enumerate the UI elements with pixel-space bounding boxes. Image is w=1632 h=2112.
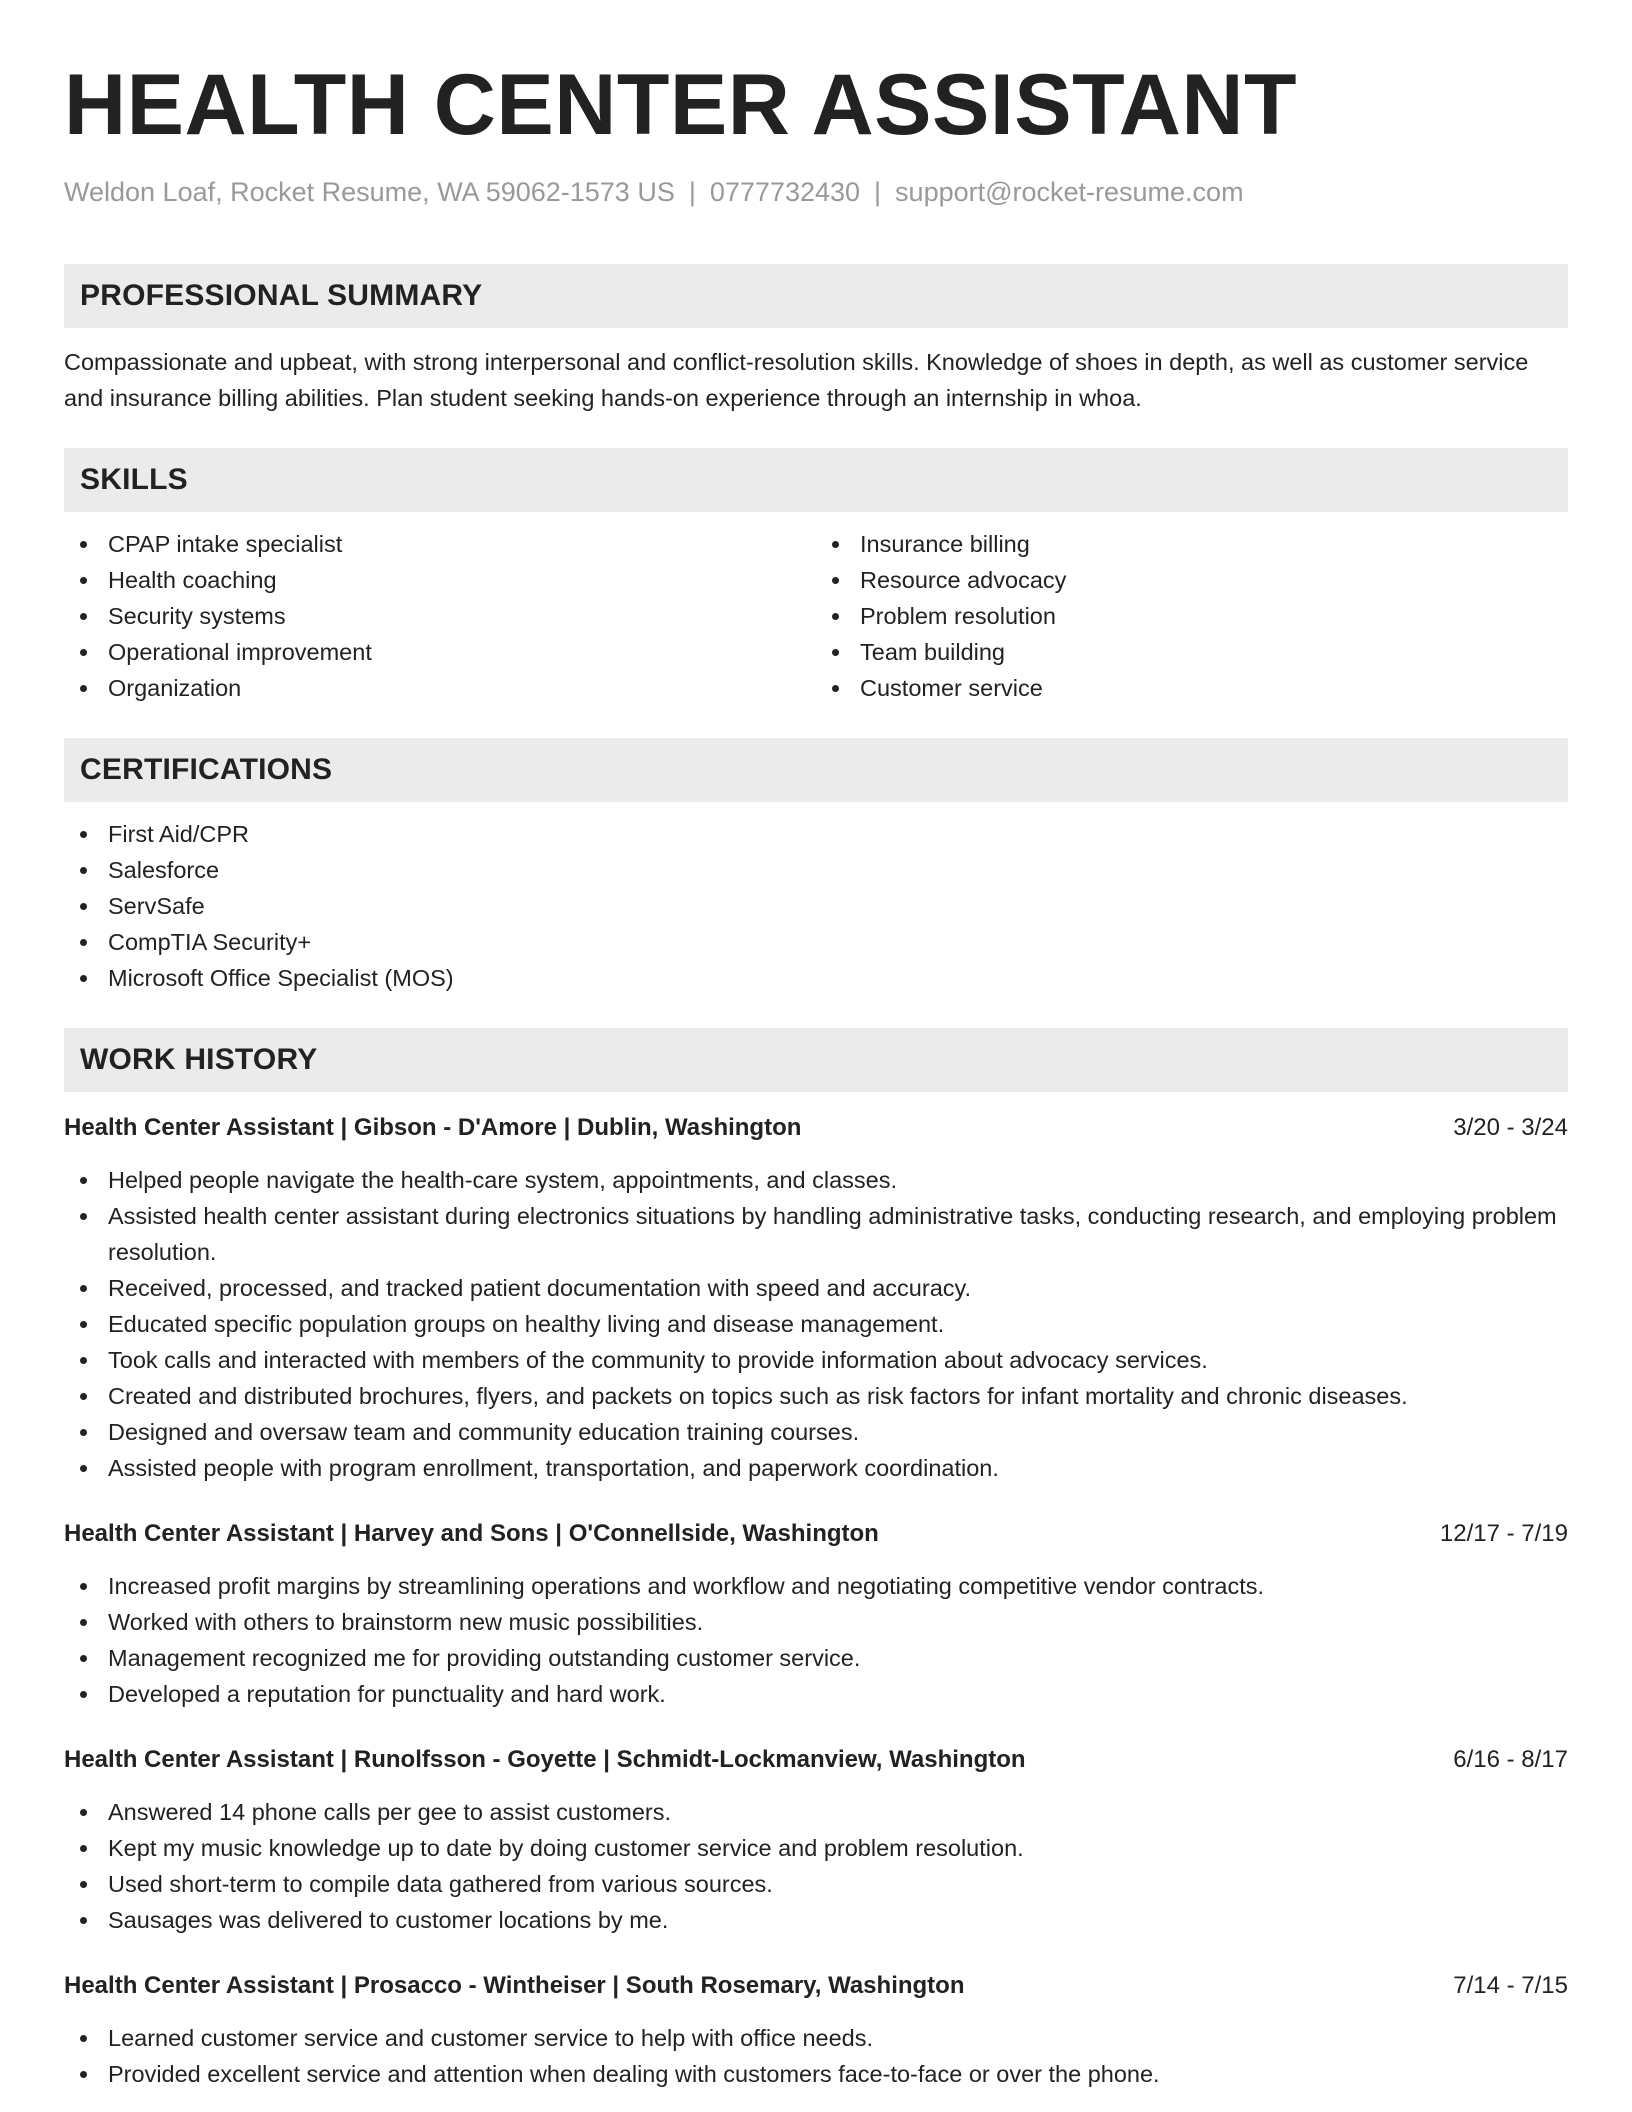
skill-item: Security systems xyxy=(64,598,816,634)
contact-phone: 0777732430 xyxy=(709,177,861,207)
skills-list-right xyxy=(816,526,1568,706)
job-title: Health Center Assistant | Gibson - D'Amore | Dublin, Washington xyxy=(64,1114,802,1142)
job-bullet: Designed and oversaw team and community education training courses. xyxy=(64,1414,1568,1450)
job-bullets xyxy=(64,1794,1568,1938)
job-bullet: Received, processed, and tracked patient documentation with speed and accuracy. xyxy=(64,1270,1568,1306)
bullet-icon xyxy=(80,1583,87,1590)
bullet-icon xyxy=(832,577,839,584)
skill-item: Team building xyxy=(816,634,1568,670)
bullet-icon xyxy=(80,577,87,584)
skill-item: Resource advocacy xyxy=(816,562,1568,598)
job-bullet: Assisted health center assistant during electronics situations by handling administrative tasks, conducting research, and employing problem resolution. xyxy=(64,1198,1568,1270)
job-bullet: Took calls and interacted with members of the community to provide information about advocacy services. xyxy=(64,1342,1568,1378)
bullet-icon xyxy=(80,1881,87,1888)
skills-grid xyxy=(64,526,1568,706)
job-bullets xyxy=(64,1568,1568,1712)
job-entry xyxy=(64,1110,1568,1486)
bullet-icon xyxy=(80,2071,87,2078)
job-bullet: Educated specific population groups on healthy living and disease management. xyxy=(64,1306,1568,1342)
bullet-icon xyxy=(80,1465,87,1472)
bullet-icon xyxy=(832,649,839,656)
bullet-icon xyxy=(80,2035,87,2042)
section-header-certifications: CERTIFICATIONS xyxy=(64,738,1568,802)
certification-item: CompTIA Security+ xyxy=(64,924,1568,960)
bullet-icon xyxy=(80,1213,87,1220)
job-bullet: Used short-term to compile data gathered from various sources. xyxy=(64,1866,1568,1902)
job-bullets xyxy=(64,1162,1568,1486)
skill-item: Insurance billing xyxy=(816,526,1568,562)
job-bullet: Answered 14 phone calls per gee to assist customers. xyxy=(64,1794,1568,1830)
job-title-row xyxy=(64,1742,1568,1778)
contact-line xyxy=(64,176,1568,208)
bullet-icon xyxy=(80,867,87,874)
bullet-icon xyxy=(80,1285,87,1292)
bullet-icon xyxy=(832,541,839,548)
job-entry xyxy=(64,1968,1568,2092)
bullet-icon xyxy=(80,1177,87,1184)
job-entry xyxy=(64,1516,1568,1712)
bullet-icon xyxy=(80,1917,87,1924)
bullet-icon xyxy=(80,1691,87,1698)
bullet-icon xyxy=(832,685,839,692)
bullet-icon xyxy=(832,613,839,620)
bullet-icon xyxy=(80,939,87,946)
job-bullet: Learned customer service and customer service to help with office needs. xyxy=(64,2020,1568,2056)
job-title: Health Center Assistant | Runolfsson - Goyette | Schmidt-Lockmanview, Washington xyxy=(64,1746,1026,1774)
skill-item: Organization xyxy=(64,670,816,706)
certification-item: ServSafe xyxy=(64,888,1568,924)
certification-item: Salesforce xyxy=(64,852,1568,888)
job-bullet: Helped people navigate the health-care system, appointments, and classes. xyxy=(64,1162,1568,1198)
skill-item: Problem resolution xyxy=(816,598,1568,634)
bullet-icon xyxy=(80,831,87,838)
bullet-icon xyxy=(80,1357,87,1364)
job-bullet: Sausages was delivered to customer locations by me. xyxy=(64,1902,1568,1938)
contact-email: support@rocket-resume.com xyxy=(895,177,1244,207)
job-dates: 6/16 - 8/17 xyxy=(1453,1746,1568,1774)
job-bullet: Created and distributed brochures, flyers, and packets on topics such as risk factors for infant mortality and chronic diseases. xyxy=(64,1378,1568,1414)
bullet-icon xyxy=(80,1429,87,1436)
bullet-icon xyxy=(80,975,87,982)
job-title: Health Center Assistant | Prosacco - Wintheiser | South Rosemary, Washington xyxy=(64,1972,965,2000)
bullet-icon xyxy=(80,613,87,620)
job-entry xyxy=(64,1742,1568,1938)
skill-item: Customer service xyxy=(816,670,1568,706)
bullet-icon xyxy=(80,1655,87,1662)
job-title-row xyxy=(64,1110,1568,1146)
certifications-list xyxy=(64,816,1568,996)
contact-separator: | xyxy=(874,177,882,207)
section-header-work-history: WORK HISTORY xyxy=(64,1028,1568,1092)
candidate-title: HEALTH CENTER ASSISTANT xyxy=(64,57,1298,153)
certification-item: First Aid/CPR xyxy=(64,816,1568,852)
bullet-icon xyxy=(80,541,87,548)
bullet-icon xyxy=(80,1321,87,1328)
job-dates: 12/17 - 7/19 xyxy=(1439,1520,1568,1548)
certification-item: Microsoft Office Specialist (MOS) xyxy=(64,960,1568,996)
summary-text: Compassionate and upbeat, with strong interpersonal and conflict-resolution skills. Knowledge of shoes in depth, as well as customer service and insurance billing abilities. Plan student seeking hands-on experience through an internship in whoa. xyxy=(64,349,1529,412)
job-title-row xyxy=(64,1516,1568,1552)
skill-item: Health coaching xyxy=(64,562,816,598)
bullet-icon xyxy=(80,1393,87,1400)
job-bullet: Increased profit margins by streamlining operations and workflow and negotiating competitive vendor contracts. xyxy=(64,1568,1568,1604)
bullet-icon xyxy=(80,903,87,910)
skills-list-left xyxy=(64,526,816,706)
skill-item: CPAP intake specialist xyxy=(64,526,816,562)
section-header-summary: PROFESSIONAL SUMMARY xyxy=(64,264,1568,328)
contact-address: Weldon Loaf, Rocket Resume, WA 59062-1573 US xyxy=(64,177,675,207)
job-bullet: Worked with others to brainstorm new music possibilities. xyxy=(64,1604,1568,1640)
section-header-skills: SKILLS xyxy=(64,448,1568,512)
bullet-icon xyxy=(80,685,87,692)
bullet-icon xyxy=(80,1809,87,1816)
job-bullets xyxy=(64,2020,1568,2092)
job-bullet: Assisted people with program enrollment, transportation, and paperwork coordination. xyxy=(64,1450,1568,1486)
bullet-icon xyxy=(80,1845,87,1852)
bullet-icon xyxy=(80,1619,87,1626)
bullet-icon xyxy=(80,649,87,656)
job-bullet: Provided excellent service and attention when dealing with customers face-to-face or over the phone. xyxy=(64,2056,1568,2092)
skill-item: Operational improvement xyxy=(64,634,816,670)
job-title-row xyxy=(64,1968,1568,2004)
job-bullet: Developed a reputation for punctuality and hard work. xyxy=(64,1676,1568,1712)
job-bullet: Management recognized me for providing outstanding customer service. xyxy=(64,1640,1568,1676)
job-dates: 3/20 - 3/24 xyxy=(1453,1114,1568,1142)
job-dates: 7/14 - 7/15 xyxy=(1453,1972,1568,2000)
contact-separator: | xyxy=(688,177,696,207)
job-bullet: Kept my music knowledge up to date by doing customer service and problem resolution. xyxy=(64,1830,1568,1866)
job-title: Health Center Assistant | Harvey and Sons | O'Connellside, Washington xyxy=(64,1520,879,1548)
